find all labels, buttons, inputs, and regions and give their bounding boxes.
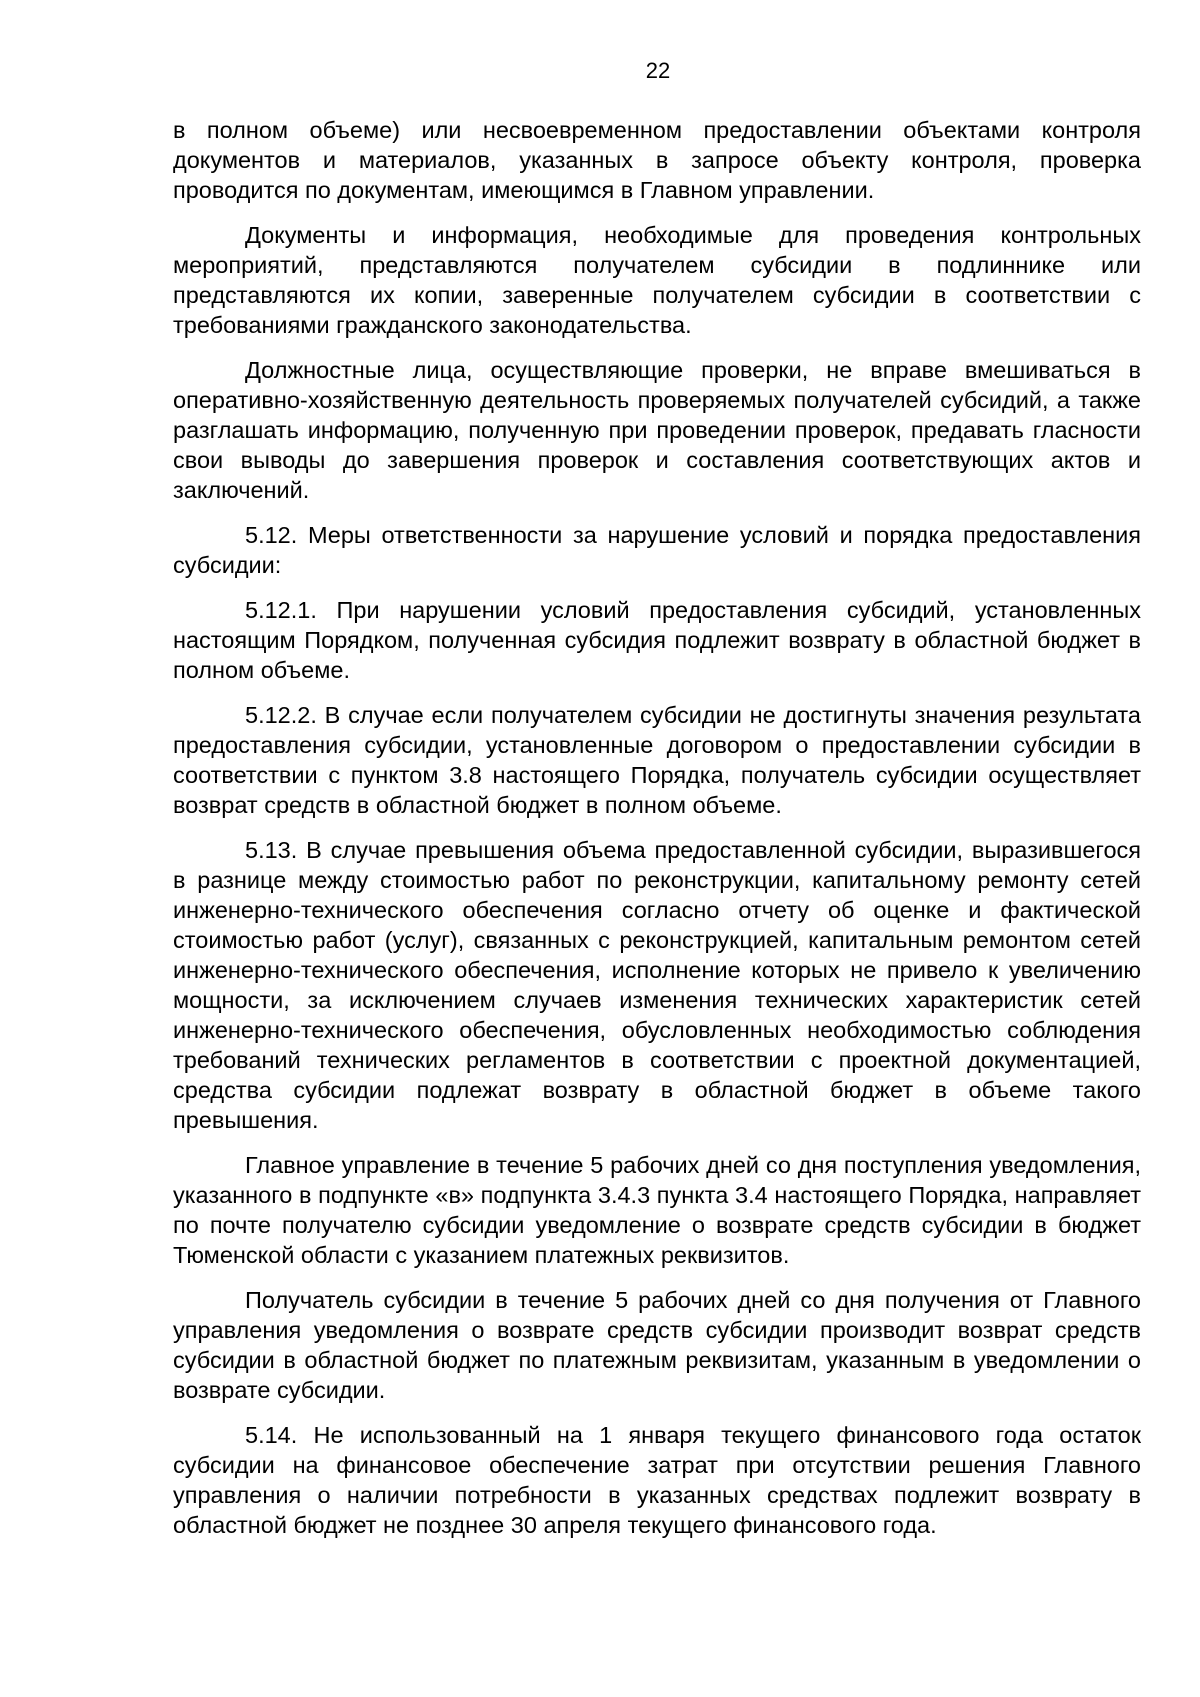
paragraph-8: Главное управление в течение 5 рабочих дней со дня поступления уведомления, указанного в подпункте «в» подпункта 3.4.3 пункта 3.4 настоящего Порядка, направляет по почте получателю субсидии уведомление о возврате средств субсидии в бюджет Тюменской области с указанием платежных реквизитов. (173, 1152, 1141, 1268)
paragraph-10: 5.14. Не использованный на 1 января текущего финансового года остаток субсидии на финансовое обеспечение затрат при отсутствии решения Главного управления о наличии потребности в указанных средствах подлежит возврату в областной бюджет не позднее 30 апреля текущего финансового года. (173, 1422, 1141, 1538)
document-body (173, 115, 1141, 1555)
paragraph-2: Документы и информация, необходимые для проведения контрольных мероприятий, представляются получателем субсидии в подлиннике или представляются их копии, заверенные получателем субсидии в соответствии с требованиями гражданского законодательства. (173, 222, 1141, 338)
paragraph-5: 5.12.1. При нарушении условий предоставления субсидий, установленных настоящим Порядком, полученная субсидия подлежит возврату в областной бюджет в полном объеме. (173, 597, 1141, 683)
paragraph-9: Получатель субсидии в течение 5 рабочих дней со дня получения от Главного управления уведомления о возврате средств субсидии производит возврат средств субсидии в областной бюджет по платежным реквизитам, указанным в уведомлении о возврате субсидии. (173, 1287, 1141, 1403)
paragraph-7: 5.13. В случае превышения объема предоставленной субсидии, выразившегося в разнице между стоимостью работ по реконструкции, капитальному ремонту сетей инженерно-технического обеспечения согласно отчету об оценке и фактической стоимостью работ (услуг), связанных с реконструкцией, капитальным ремонтом сетей инженерно-технического обеспечения, исполнение которых не привело к увеличению мощности, за исключением случаев изменения технических характеристик сетей инженерно-технического обеспечения, обусловленных необходимостью соблюдения требований технических регламентов в соответствии с проектной документацией, средства субсидии подлежат возврату в областной бюджет в объеме такого превышения. (173, 837, 1141, 1133)
paragraph-3: Должностные лица, осуществляющие проверки, не вправе вмешиваться в оперативно-хозяйственную деятельность проверяемых получателей субсидий, а также разглашать информацию, полученную при проведении проверок, предавать гласности свои выводы до завершения проверок и составления соответствующих актов и заключений. (173, 357, 1141, 503)
page-number: 22 (645, 58, 671, 83)
paragraph-1: в полном объеме) или несвоевременном предоставлении объектами контроля документов и материалов, указанных в запросе объекту контроля, проверка проводится по документам, имеющимся в Главном управлении. (173, 117, 1141, 203)
paragraph-6: 5.12.2. В случае если получателем субсидии не достигнуты значения результата предоставления субсидии, установленные договором о предоставлении субсидии в соответствии с пунктом 3.8 настоящего Порядка, получатель субсидии осуществляет возврат средств в областной бюджет в полном объеме. (173, 702, 1141, 818)
paragraph-4: 5.12. Меры ответственности за нарушение условий и порядка предоставления субсидии: (173, 522, 1141, 578)
